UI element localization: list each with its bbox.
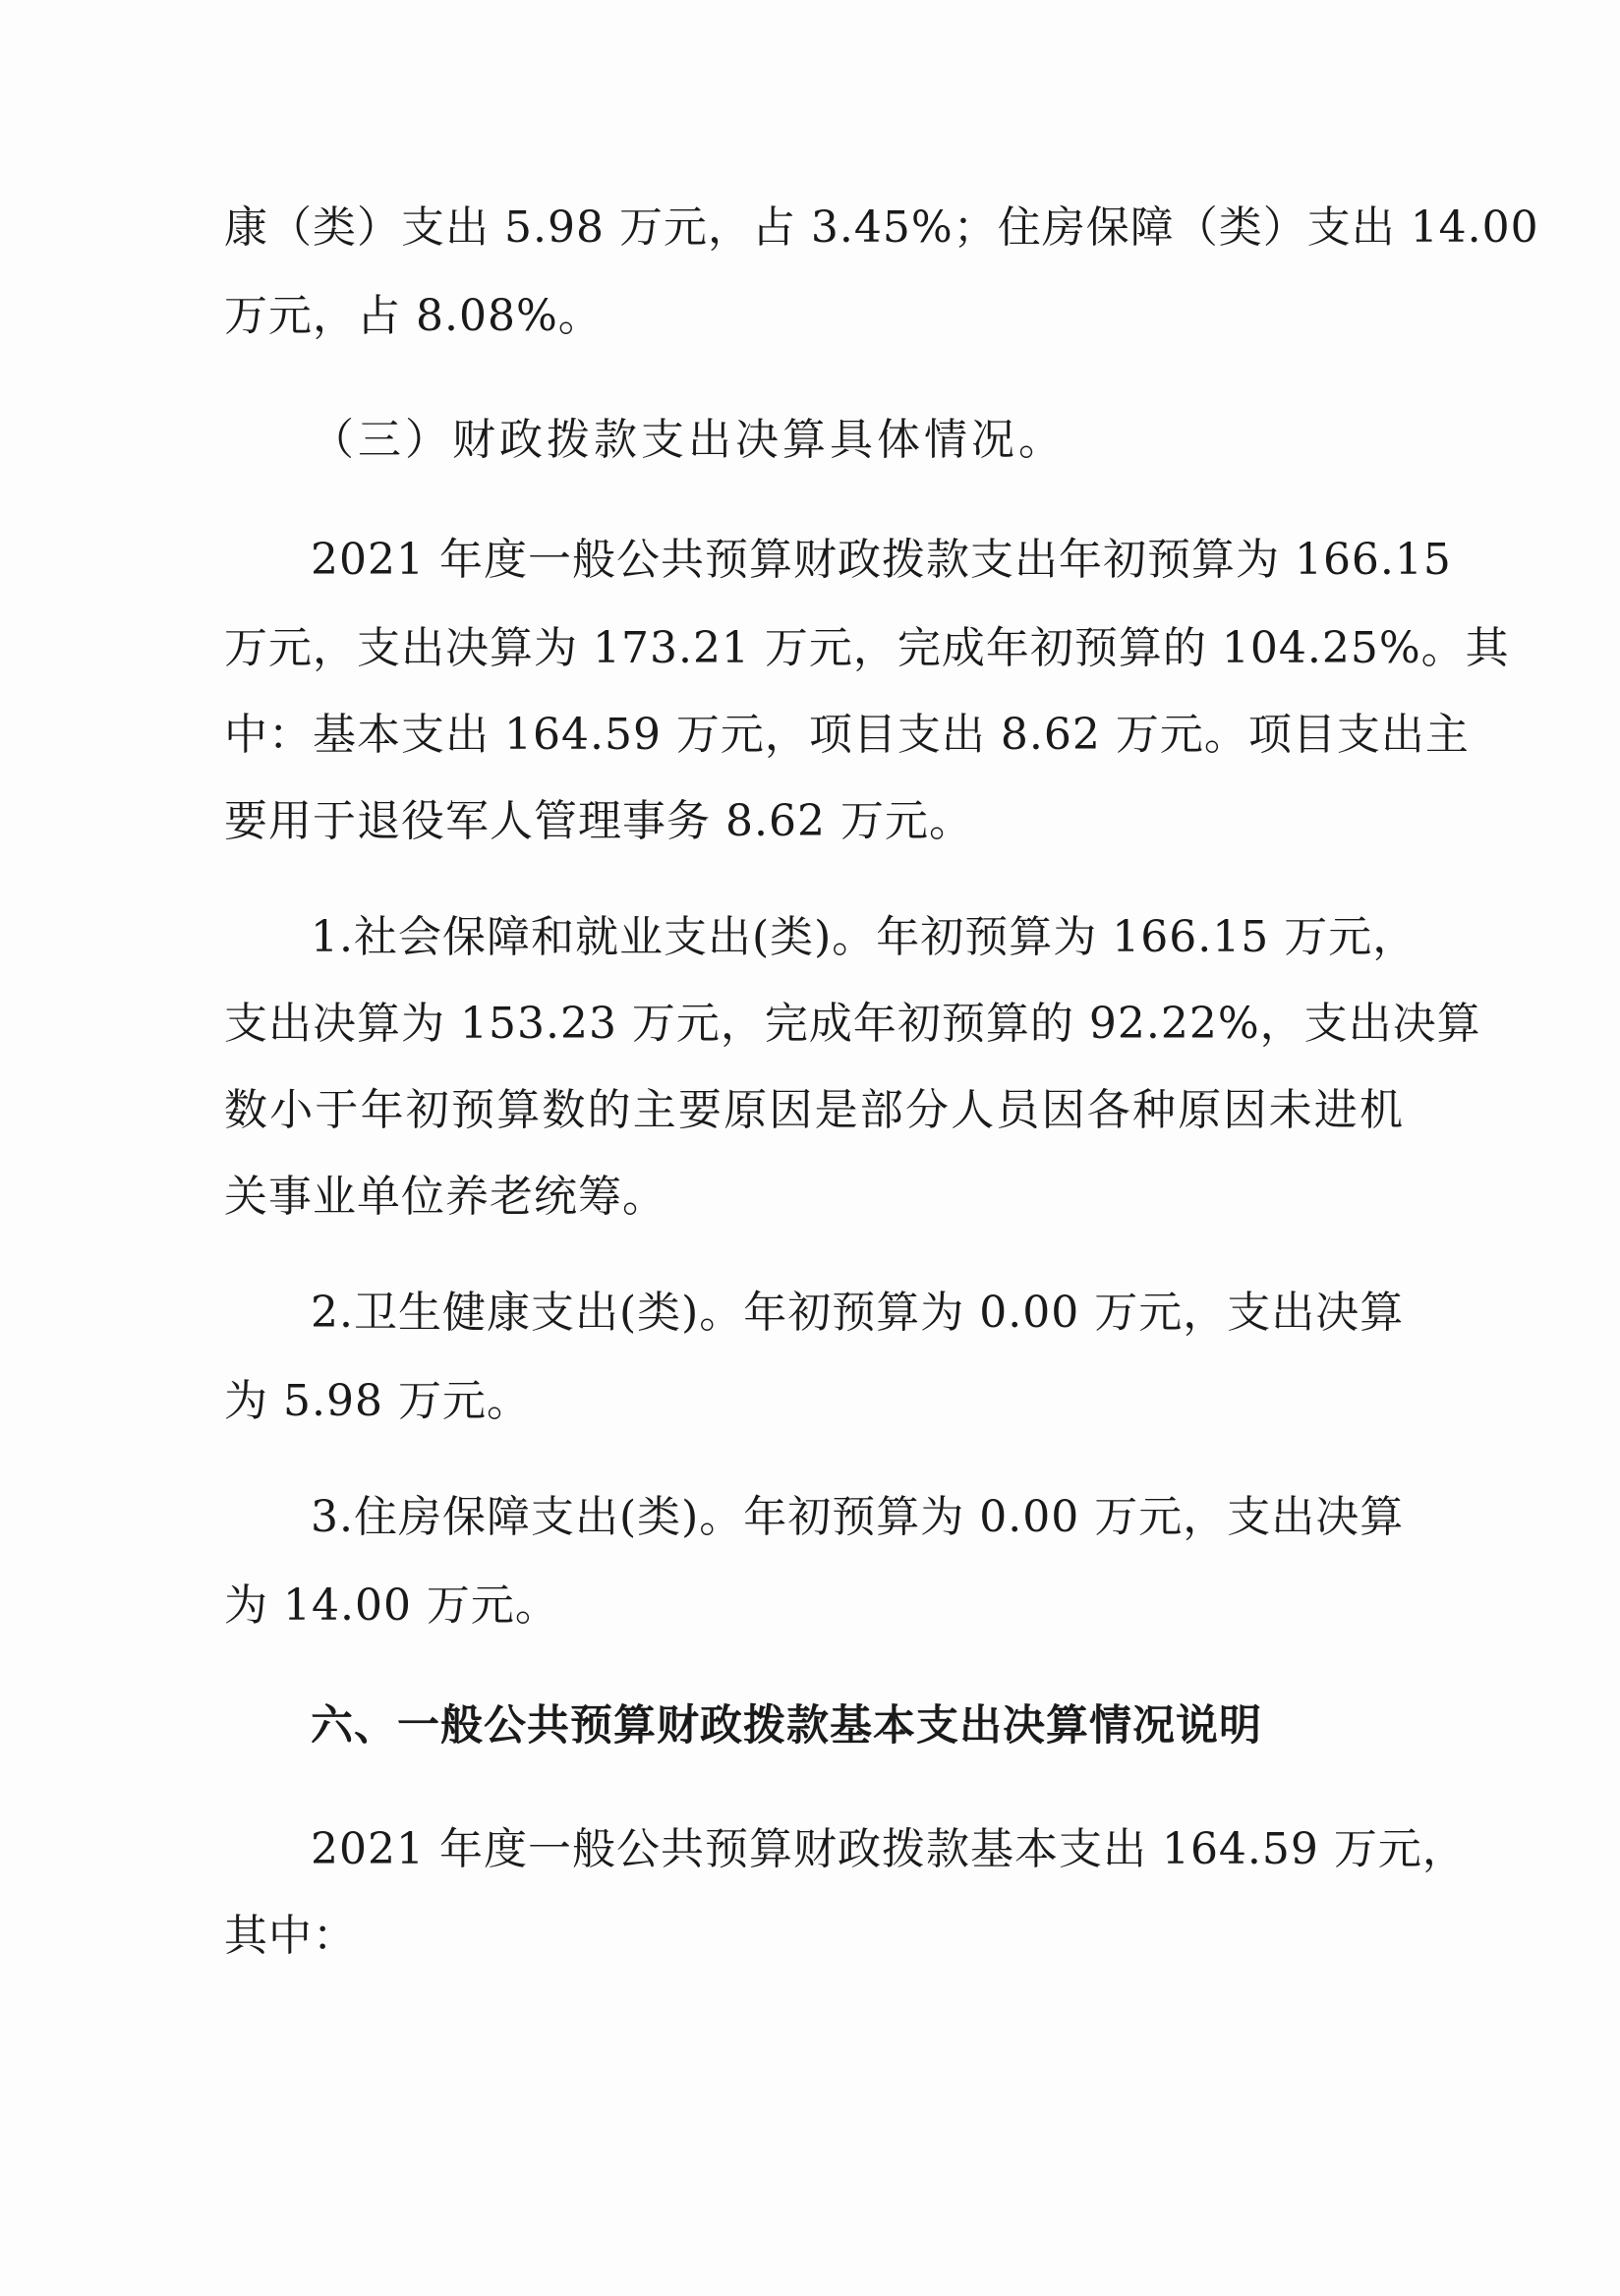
paragraph-line: 数小于年初预算数的主要原因是部分人员因各种原因未进机 [224, 1085, 1404, 1135]
paragraph-line: 2.卫生健康支出(类)。年初预算为 0.00 万元，支出决算 [311, 1288, 1405, 1338]
paragraph-line: 万元，占 8.08%。 [224, 291, 603, 341]
paragraph-line: 康（类）支出 5.98 万元，占 3.45%；住房保障（类）支出 14.00 [224, 202, 1539, 253]
paragraph-line: 中：基本支出 164.59 万元，项目支出 8.62 万元。项目支出主 [224, 710, 1470, 760]
paragraph-line: 1.社会保障和就业支出(类)。年初预算为 166.15 万元， [311, 912, 1418, 962]
paragraph-line: 支出决算为 153.23 万元，完成年初预算的 92.22%，支出决算 [224, 999, 1481, 1049]
paragraph-line: 2021 年度一般公共预算财政拨款支出年初预算为 166.15 [311, 535, 1452, 585]
paragraph-line: 2021 年度一般公共预算财政拨款基本支出 164.59 万元， [311, 1824, 1467, 1874]
paragraph-line: 关事业单位养老统筹。 [224, 1172, 666, 1222]
section-heading: 六、一般公共预算财政拨款基本支出决算情况说明 [311, 1701, 1262, 1751]
paragraph-line: 3.住房保障支出(类)。年初预算为 0.00 万元，支出决算 [311, 1492, 1405, 1542]
section-subheading: （三）财政拨款支出决算具体情况。 [311, 415, 1066, 465]
paragraph-line: 要用于退役军人管理事务 8.62 万元。 [224, 796, 973, 846]
paragraph-line: 万元，支出决算为 173.21 万元，完成年初预算的 104.25%。其 [224, 623, 1510, 673]
paragraph-line: 为 5.98 万元。 [224, 1376, 531, 1426]
paragraph-line: 其中： [224, 1911, 357, 1961]
paragraph-line: 为 14.00 万元。 [224, 1580, 559, 1631]
